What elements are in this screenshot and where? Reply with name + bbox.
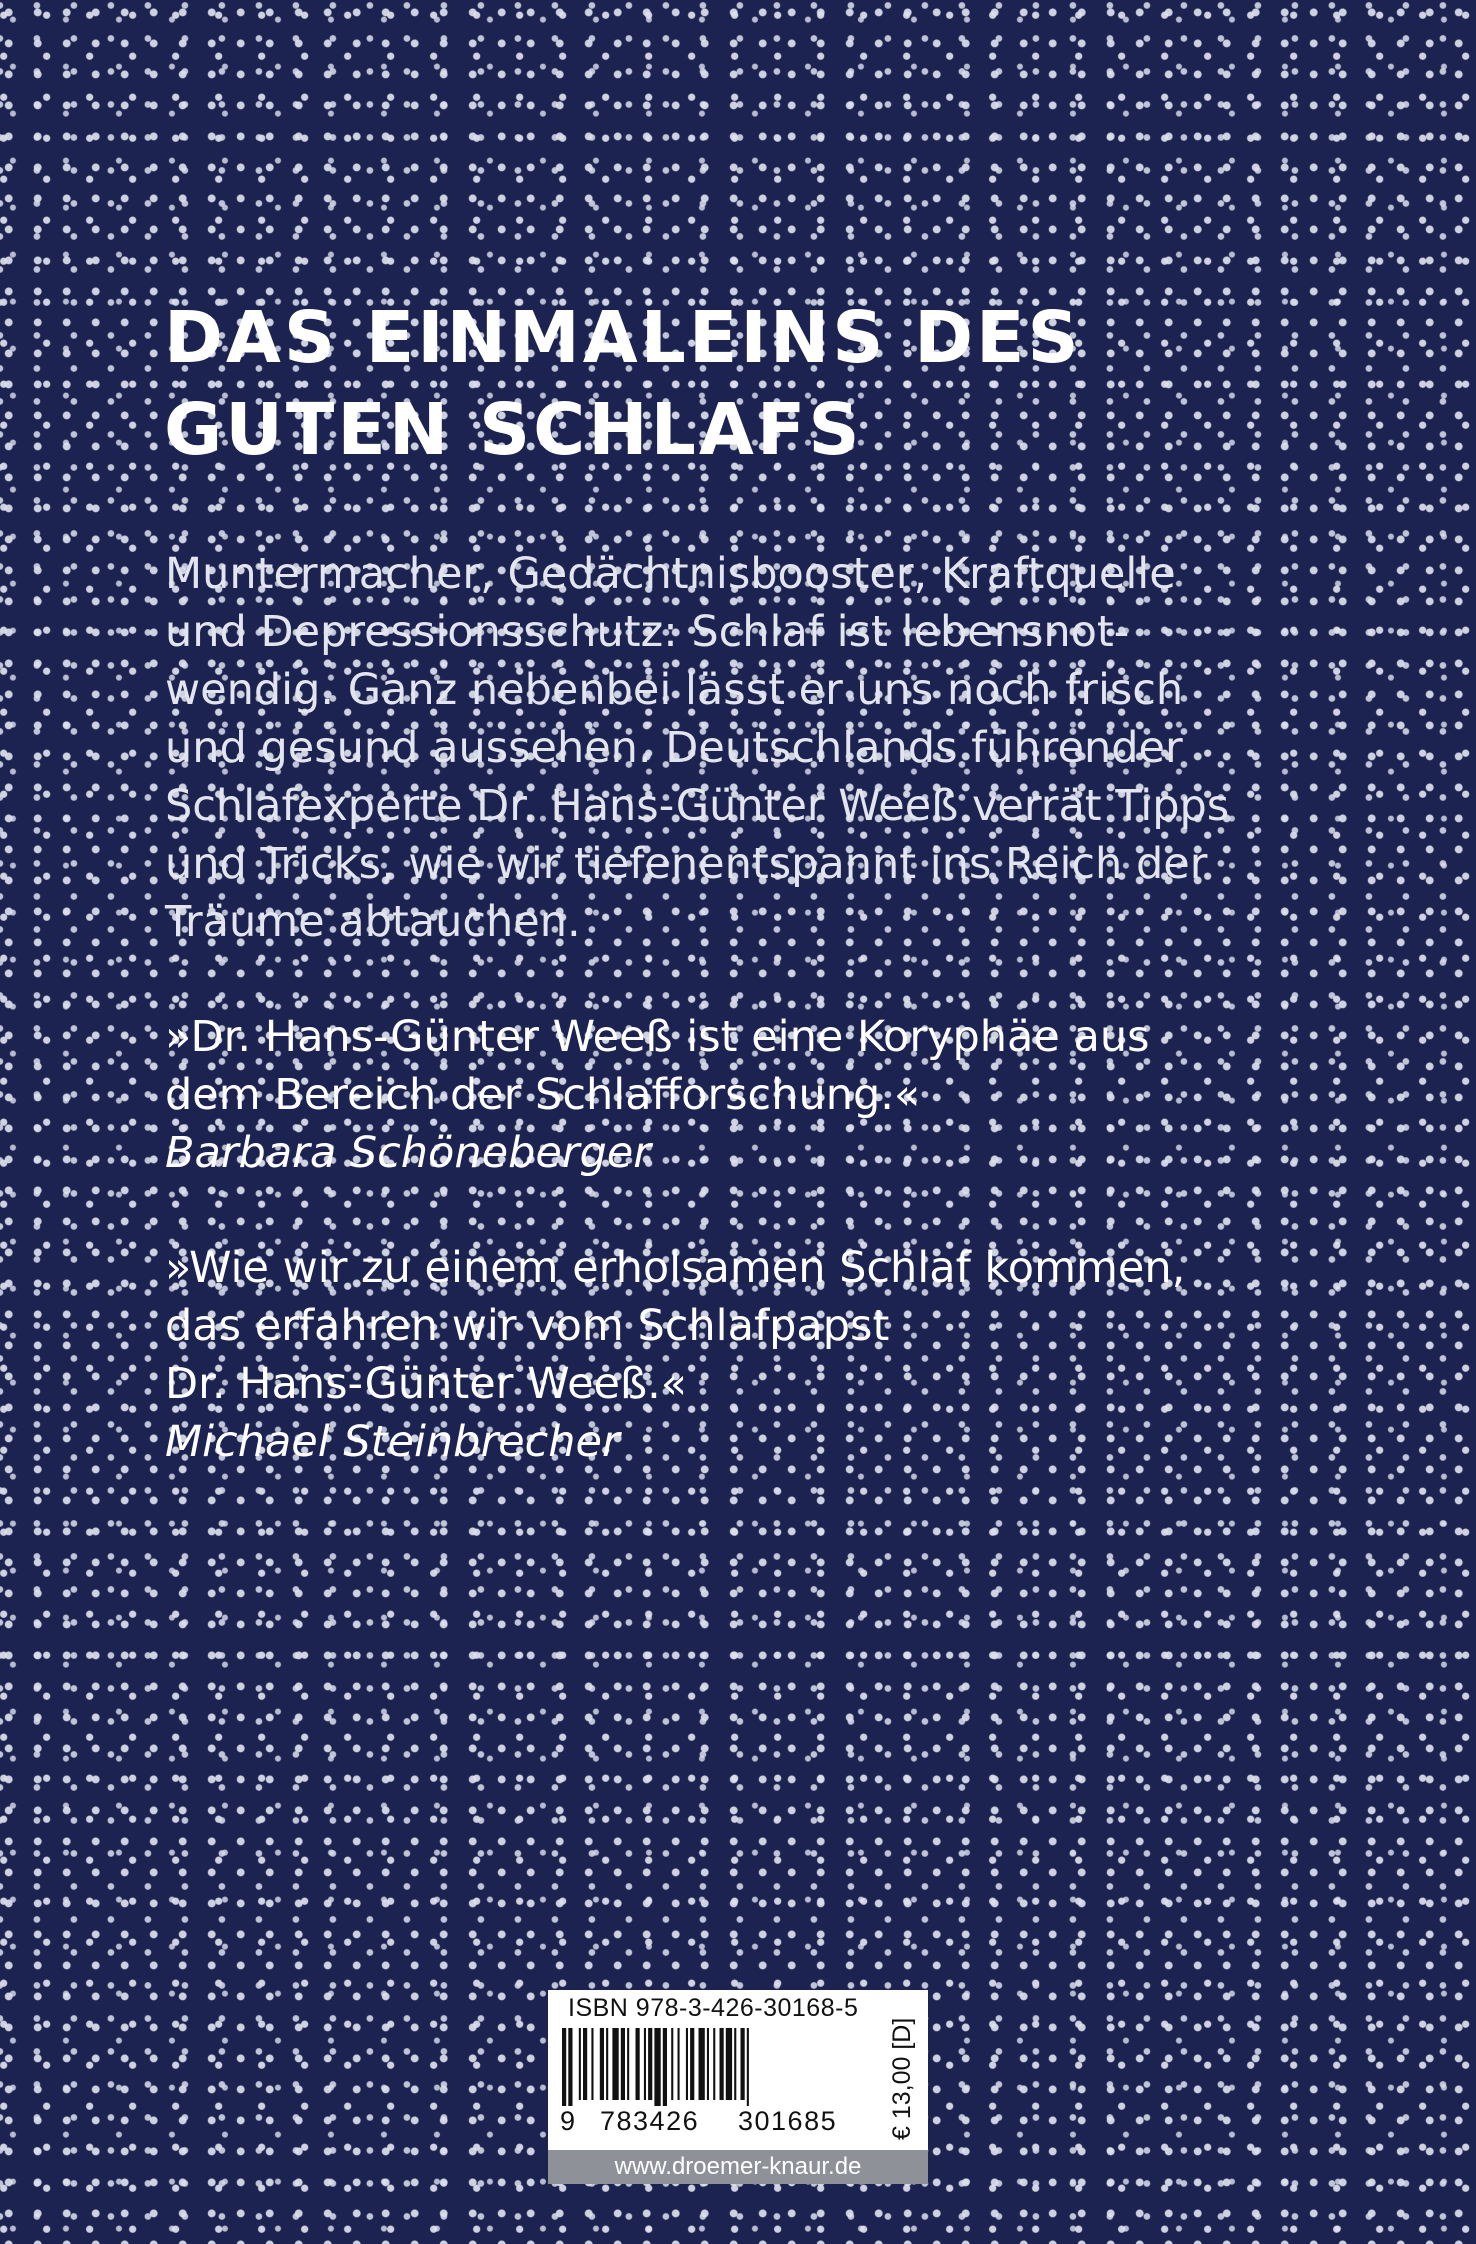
testimonial-quote (165, 1008, 1325, 1182)
blurb-line: Muntermacher, Gedächtnisbooster, Kraftquelle (165, 549, 1176, 599)
blurb-line: Schlafexperte Dr. Hans-Günter Weeß verrät Tipps (165, 781, 1230, 831)
barcode-bar (654, 2028, 660, 2106)
testimonial-quote (165, 1239, 1325, 1471)
price-label: € 13,00 [D] (888, 2017, 916, 2140)
barcode-bar (600, 2028, 604, 2100)
barcode-bar (741, 2028, 745, 2100)
headline (164, 292, 1314, 476)
barcode-bar (583, 2028, 587, 2100)
blurb-line: und Tricks, wie wir tiefenentspannt ins Reich der (165, 839, 1208, 889)
barcode-bar (591, 2028, 593, 2100)
blurb-line: Träume abtauchen. (165, 897, 581, 947)
barcode-bar (699, 2028, 705, 2100)
barcode-bar (713, 2028, 715, 2100)
barcode-bar (621, 2028, 625, 2100)
barcode-bar (726, 2028, 732, 2100)
barcode-bar (606, 2028, 608, 2100)
barcode-bar (562, 2028, 566, 2106)
blurb-line: wendig. Ganz nebenbei lässt er uns noch frisch (165, 665, 1184, 715)
quote-line: Dr. Hans-Günter Weeß.« (165, 1359, 688, 1409)
blurb-line: und gesund aussehen. Deutschlands führender (165, 723, 1183, 773)
blurb-text (165, 545, 1325, 951)
ean-first-digit: 9 (560, 2106, 577, 2136)
barcode-bar (734, 2028, 736, 2100)
barcode-bar (707, 2028, 709, 2100)
barcode-box (548, 1990, 928, 2150)
quote-line: »Wie wir zu einem erholsamen Schlaf kommen, (165, 1243, 1186, 1293)
quote-line: das erfahren wir vom Schlafpapst (165, 1301, 890, 1351)
barcode-bar (690, 2028, 694, 2100)
quote-line: dem Bereich der Schlafforschung.« (165, 1070, 921, 1120)
barcode-bar (671, 2028, 673, 2100)
ean-left-digits: 783426 (600, 2106, 700, 2136)
blurb-line: und Depressionsschutz: Schlaf ist lebensnot- (165, 607, 1130, 657)
barcode-bar (644, 2028, 646, 2100)
barcode-bar (612, 2028, 618, 2100)
barcode-bar (663, 2028, 667, 2106)
barcode-bar (579, 2028, 581, 2100)
quote-line: »Dr. Hans-Günter Weeß ist eine Koryphäe aus (165, 1012, 1150, 1062)
isbn-text: ISBN 978-3-426-30168-5 (568, 1994, 859, 2022)
barcode-bar (568, 2028, 572, 2106)
ean-right-digits: 301685 (738, 2106, 838, 2136)
barcode-bar (747, 2028, 749, 2106)
barcode-icon (562, 2028, 878, 2106)
barcode-bar (648, 2028, 652, 2100)
barcode-bar (720, 2028, 724, 2100)
headline-line: GUTEN SCHLAFS (164, 388, 863, 471)
barcode-bar (678, 2028, 680, 2100)
barcode-bar (627, 2028, 629, 2100)
barcode-bar (636, 2028, 640, 2100)
publisher-website: www.droemer-knaur.de (548, 2150, 928, 2184)
barcode-bar (686, 2028, 688, 2100)
headline-line: DAS EINMALEINS DES (164, 296, 1082, 379)
quote-author: Barbara Schöneberger (165, 1128, 651, 1178)
quote-author: Michael Steinbrecher (165, 1417, 620, 1467)
